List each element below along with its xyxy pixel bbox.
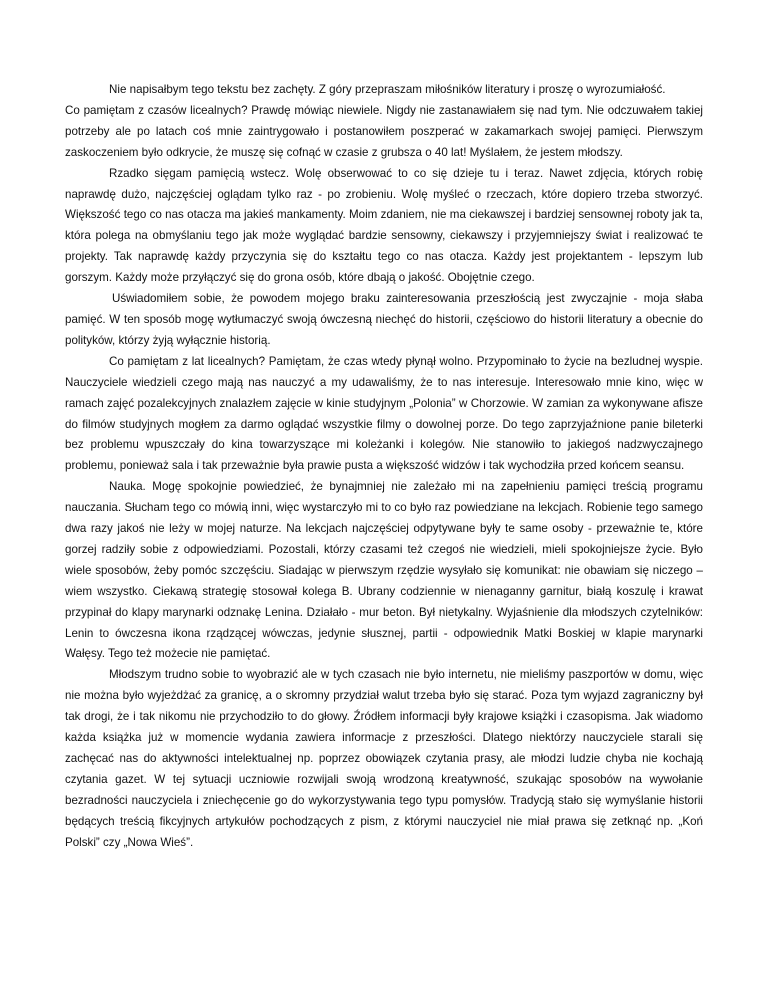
paragraph-1: Nie napisałbym tego tekstu bez zachęty. Z góry przepraszam miłośników literatury i proszę o wyrozumiałość. — [109, 83, 666, 96]
paragraph-2: Co pamiętam z czasów licealnych? Prawdę mówiąc niewiele. Nigdy nie zastanawiałem się nad tym. Nie odczuwałem takiej potrzeby ale po latach coś mnie zaintrygowało i postanowiłem poszperać w zakamarkach swojej pamięci. Pierwszym zaskoczeniem było odkrycie, że muszę się cofnąć w czasie z grubsza o 40 lat! Myślałem, że jestem młodszy. — [65, 103, 703, 159]
paragraph-5: Co pamiętam z lat licealnych? Pamiętam, że czas wtedy płynął wolno. Przypominało to życie na bezludnej wyspie. Nauczyciele wiedzieli czego mają nas nauczyć a my udawaliśmy, że to nas interesuje. Interesowało mnie kino, więc w ramach zajęć pozalekcyjnych znalazłem zajęcie w kinie studyjnym „Polonia” w Chorzowie. W zamian za wykonywane afisze do filmów studyjnych mogłem za darmo oglądać wszystkie filmy o dowolnej porze. Do tego zaprzyjaźnione panie bileterki bez problemu wpuszczały do kina towarzyszące mi koleżanki i kolegów. Nie stanowiło to jakiegoś nadzwyczajnego problemu, ponieważ sala i tak przeważnie była prawie pusta a większość widzów i tak wychodziła przed końcem seansu. — [65, 354, 703, 473]
paragraph-3: Rzadko sięgam pamięcią wstecz. Wolę obserwować to co się dzieje tu i teraz. Nawet zdjęcia, których robię naprawdę dużo, najczęściej oglądam tylko raz - po zrobieniu. Wolę myśleć o rzeczach, które dopiero trzeba stworzyć. Większość tego co nas otacza ma jakieś mankamenty. Moim zdaniem, nie ma ciekawszej i bardziej sensownej roboty jak ta, która polega na obmyślaniu tego jak może wyglądać bardzie sensowny, ciekawszy i przyjemniejszy świat i realizować te projekty. Tak naprawdę każdy przyczynia się do kształtu tego co nas otacza. Każdy jest projektantem - lepszym lub gorszym. Każdy może przyłączyć się do grona osób, które dbają o jakość. Obojętnie czego. — [65, 166, 703, 285]
paragraph-4: Uświadomiłem sobie, że powodem mojego braku zainteresowania przeszłością jest zwyczajnie - moja słaba pamięć. W ten sposób mogę wytłumaczyć swoją ówczesną niechęć do historii, częściowo do historii literatury a obecnie do polityków, którzy żyją wyłącznie historią. — [65, 292, 703, 347]
paragraph-7: Młodszym trudno sobie to wyobrazić ale w tych czasach nie było internetu, nie mieliśmy paszportów w domu, więc nie można było wyjeżdżać za granicę, a o skromny przydział walut trzeba było się starać. Poza tym wyjazd zagraniczny był tak drogi, że i tak nikomu nie przychodziło to do głowy. Źródłem informacji były krajowe książki i czasopisma. Jak wiadomo każda książka już w momencie wydania zawiera informacje z przeszłości. Dlatego niektórzy nauczyciele starali się zachęcać nas do aktywności intelektualnej np. poprzez obowiązek czytania prasy, ale młodzi ludzie chyba nie kochają czytania gazet. W tej sytuacji uczniowie rozwijali swoją wrodzoną kreatywność, szukając sposobów na wywołanie bezradności nauczyciela i zniechęcenie go do wykorzystywania tego typu pomysłów. Tradycją stało się wymyślanie historii będących treścią fikcyjnych artykułów pochodzących z pism, z którymi nauczyciel nie miał prawa się zetknąć np. „Koń Polski” czy „Nowa Wieś”. — [65, 668, 703, 849]
document-page — [65, 80, 703, 854]
paragraph-6: Nauka. Mogę spokojnie powiedzieć, że bynajmniej nie zależało mi na zapełnieniu pamięci treścią programu nauczania. Słucham tego co mówią inni, więc wystarczyło mi to co było raz powiedziane na lekcjach. Robienie tego samego dwa razy jakoś nie leży w mojej naturze. Na lekcjach najczęściej odpytywane były te same osoby - przeważnie te, które gorzej radziły sobie z odpowiedziami. Pozostali, którzy czasami też czegoś nie wiedzieli, mieli spokojniejsze życie. Było wiele sposobów, żeby pomóc szczęściu. Siadając w pierwszym rzędzie wysyłało się komunikat: nie obawiam się niczego – wiem wszystko. Ciekawą strategię stosował kolega B. Ubrany codziennie w nienaganny garnitur, białą koszulę i krawat przypinał do klapy marynarki odznakę Lenina. Działało - mur beton. Był nietykalny. Wyjaśnienie dla młodszych czytelników: Lenin to ówczesna ikona rządzącej wówczas, jedynie słusznej, partii - odpowiednik Matki Boskiej w klapie marynarki Wałęsy. Tego też możecie nie pamiętać. — [65, 480, 703, 661]
